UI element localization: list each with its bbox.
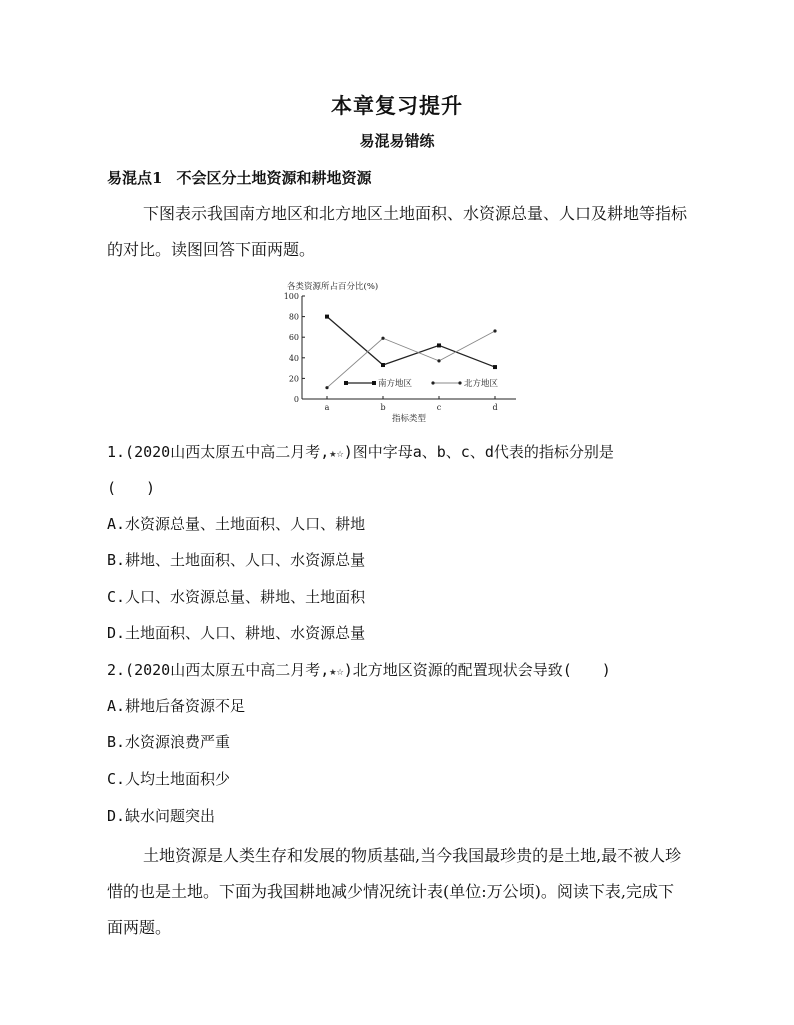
legend-marker-north xyxy=(458,381,461,384)
topic-heading xyxy=(107,167,371,188)
question-2-stem xyxy=(107,659,611,680)
x-tick-label: a xyxy=(324,403,330,412)
data-point-north xyxy=(493,329,496,332)
data-point-south xyxy=(381,363,385,367)
resource-line-chart xyxy=(270,278,530,428)
data-point-north xyxy=(437,359,440,362)
y-tick-label: 40 xyxy=(288,353,299,363)
answer-bracket: ( ) xyxy=(107,479,156,497)
y-tick-label: 60 xyxy=(288,333,299,343)
question-2-prefix: 2.(2020山西太原五中高二月考, xyxy=(107,661,330,679)
data-point-south xyxy=(437,343,441,347)
question-1-option-a: A.水资源总量、土地面积、人口、耕地 xyxy=(107,515,366,533)
data-point-north xyxy=(381,337,384,340)
intro-paragraph: 下图表示我国南方地区和北方地区土地面积、水资源总量、人口及耕地等指标的对比。读图回答下面两题。 xyxy=(107,204,688,259)
y-tick-label: 100 xyxy=(283,292,299,301)
y-tick-label: 20 xyxy=(288,374,299,384)
question-2-option-b: B.水资源浪费严重 xyxy=(107,733,231,751)
question-2-option-c: C.人均土地面积少 xyxy=(107,770,231,788)
y-tick-label: 0 xyxy=(293,395,299,404)
chart-title: 各类资源所占百分比(%) xyxy=(287,282,379,292)
question-1-option-d: D.土地面积、人口、耕地、水资源总量 xyxy=(107,624,366,642)
topic-heading-text: 不会区分土地资源和耕地资源 xyxy=(176,169,372,187)
question-2-option-a: A.耕地后备资源不足 xyxy=(107,697,246,715)
question-2-option-d: D.缺水问题突出 xyxy=(107,807,216,825)
legend-marker-south xyxy=(344,381,348,385)
legend-label-south: 南方地区 xyxy=(378,379,413,389)
legend-marker-north xyxy=(431,381,434,384)
question-1-suffix: )图中字母a、b、c、d代表的指标分别是 xyxy=(343,443,614,461)
x-axis-label: 指标类型 xyxy=(391,414,427,424)
question-1-stem xyxy=(107,441,614,462)
y-tick-label: 80 xyxy=(288,312,299,322)
question-2-suffix: )北方地区资源的配置现状会导致( ) xyxy=(343,661,611,679)
legend-label-north: 北方地区 xyxy=(464,379,499,389)
difficulty-stars-icon: ★☆ xyxy=(329,664,344,678)
data-point-south xyxy=(325,315,329,319)
question-1-option-b: B.耕地、土地面积、人口、水资源总量 xyxy=(107,551,366,569)
closing-paragraph: 土地资源是人类生存和发展的物质基础,当今我国最珍贵的是土地,最不被人珍惜的也是土地。下面为我国耕地减少情况统计表(单位:万公顷)。阅读下表,完成下面两题。 xyxy=(107,846,682,937)
x-tick-label: c xyxy=(436,403,442,412)
question-1-option-c: C.人口、水资源总量、耕地、土地面积 xyxy=(107,588,366,606)
data-point-south xyxy=(493,365,497,369)
legend-marker-south xyxy=(372,381,376,385)
data-point-north xyxy=(325,386,328,389)
series-line-south xyxy=(327,317,495,367)
x-tick-label: b xyxy=(380,403,386,412)
topic-heading-label: 易混点1 xyxy=(107,169,163,187)
page-title: 本章复习提升 xyxy=(331,93,463,118)
section-subtitle: 易混易错练 xyxy=(359,132,435,150)
question-1-prefix: 1.(2020山西太原五中高二月考, xyxy=(107,443,330,461)
difficulty-stars-icon: ★☆ xyxy=(329,446,344,460)
x-tick-label: d xyxy=(492,403,498,412)
